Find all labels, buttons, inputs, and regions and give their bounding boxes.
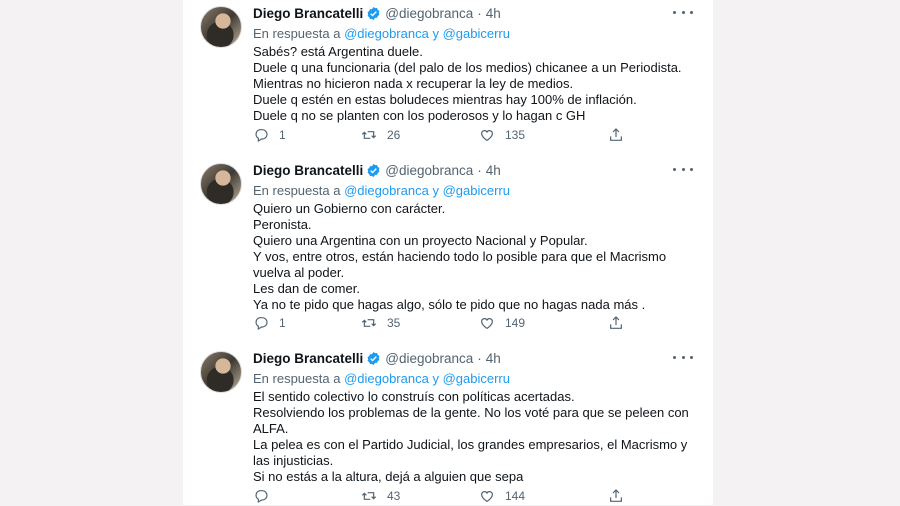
like-count: 149 (505, 316, 526, 330)
retweet-count: 43 (387, 489, 401, 503)
tweet-line: vuelva al poder. (253, 265, 345, 280)
tweet-line: ALFA. (253, 421, 289, 436)
author-name[interactable]: Diego Brancatelli (253, 162, 364, 178)
tweet-line: Mientras no hicieron nada x recuperar la ley de medios. (253, 76, 574, 91)
reply-mention[interactable]: @gabicerru (442, 183, 510, 198)
reply-mention[interactable]: @diegobranca (344, 26, 429, 41)
author-handle[interactable]: @diegobranca (385, 162, 474, 178)
avatar[interactable] (200, 163, 242, 205)
reply-separator: y (428, 371, 443, 386)
retweet-button[interactable] (361, 315, 400, 331)
tweet-text (253, 201, 703, 313)
share-icon (608, 315, 624, 331)
verified-badge-icon (366, 6, 381, 21)
reply-count: 1 (279, 128, 286, 142)
share-button[interactable] (608, 127, 624, 143)
reply-button[interactable] (253, 315, 286, 331)
share-button[interactable] (608, 488, 624, 504)
tweet-line: Quiero un Gobierno con carácter. (253, 201, 446, 216)
tweet-thread (183, 0, 713, 505)
reply-icon (253, 315, 269, 331)
reply-button[interactable] (253, 488, 279, 504)
verified-badge-icon (366, 163, 381, 178)
separator-dot: · (477, 5, 482, 21)
like-button[interactable] (479, 488, 525, 504)
tweet-line: Duele q estén en estas boludeces mientras hay 100% de inflación. (253, 92, 637, 107)
retweet-count: 26 (387, 128, 401, 142)
like-count: 135 (505, 128, 526, 142)
reply-mention[interactable]: @gabicerru (442, 26, 510, 41)
like-button[interactable] (479, 315, 525, 331)
author-name[interactable]: Diego Brancatelli (253, 5, 364, 21)
tweet-line: Resolviendo los problemas de la gente. No los voté para que se peleen con (253, 405, 689, 420)
reply-context (253, 26, 703, 43)
reply-context (253, 371, 703, 388)
reply-context (253, 183, 703, 200)
reply-mention[interactable]: @diegobranca (344, 371, 429, 386)
author-handle[interactable]: @diegobranca (385, 5, 474, 21)
more-options-icon[interactable] (673, 350, 693, 364)
author-name[interactable]: Diego Brancatelli (253, 350, 364, 366)
tweet-actions (253, 315, 633, 333)
tweet-line: Les dan de comer. (253, 281, 360, 296)
tweet-text (253, 389, 703, 485)
retweet-count: 35 (387, 316, 401, 330)
tweet-line: Y vos, entre otros, están haciendo todo lo posible para que el Macrismo (253, 249, 667, 264)
share-icon (608, 127, 624, 143)
tweet-line: Peronista. (253, 217, 312, 232)
reply-mention[interactable]: @diegobranca (344, 183, 429, 198)
reply-prefix: En respuesta a (253, 371, 345, 386)
tweet-text (253, 44, 703, 124)
avatar[interactable] (200, 6, 242, 48)
avatar[interactable] (200, 351, 242, 393)
retweet-button[interactable] (361, 127, 400, 143)
share-icon (608, 488, 624, 504)
reply-separator: y (428, 183, 443, 198)
retweet-icon (361, 315, 377, 331)
retweet-icon (361, 488, 377, 504)
tweet-header (253, 348, 703, 368)
more-options-icon[interactable] (673, 162, 693, 176)
author-handle[interactable]: @diegobranca (385, 350, 474, 366)
tweet-line: La pelea es con el Partido Judicial, los grandes empresarios, el Macrismo y (253, 437, 688, 452)
retweet-icon (361, 127, 377, 143)
like-count: 144 (505, 489, 526, 503)
like-icon (479, 315, 495, 331)
reply-button[interactable] (253, 127, 286, 143)
timestamp[interactable]: 4h (485, 162, 501, 178)
reply-prefix: En respuesta a (253, 26, 345, 41)
reply-count: 1 (279, 316, 286, 330)
verified-badge-icon (366, 351, 381, 366)
reply-icon (253, 488, 269, 504)
tweet-line: Duele q no se planten con los poderosos y lo hagan c GH (253, 108, 586, 123)
tweet-line: Duele q una funcionaria (del palo de los medios) chicanee a un Periodista. (253, 60, 682, 75)
tweet-line: las injusticias. (253, 453, 334, 468)
like-icon (479, 488, 495, 504)
tweet-line: Si no estás a la altura, dejá a alguien que sepa (253, 469, 524, 484)
timestamp[interactable]: 4h (485, 350, 501, 366)
reply-separator: y (428, 26, 443, 41)
tweet-actions (253, 127, 633, 145)
tweet-line: Quiero una Argentina con un proyecto Nacional y Popular. (253, 233, 588, 248)
reply-prefix: En respuesta a (253, 183, 345, 198)
separator-dot: · (477, 350, 482, 366)
tweet-line: Ya no te pido que hagas algo, sólo te pido que no hagas nada más . (253, 297, 646, 312)
tweet-line: El sentido colectivo lo construís con políticas acertadas. (253, 389, 575, 404)
separator-dot: · (477, 162, 482, 178)
like-button[interactable] (479, 127, 525, 143)
like-icon (479, 127, 495, 143)
retweet-button[interactable] (361, 488, 400, 504)
tweet-line: Sabés? está Argentina duele. (253, 44, 423, 59)
tweet-actions (253, 488, 633, 506)
reply-icon (253, 127, 269, 143)
tweet-header (253, 160, 703, 180)
tweet-header (253, 3, 703, 23)
timestamp[interactable]: 4h (485, 5, 501, 21)
share-button[interactable] (608, 315, 624, 331)
more-options-icon[interactable] (673, 5, 693, 19)
reply-mention[interactable]: @gabicerru (442, 371, 510, 386)
